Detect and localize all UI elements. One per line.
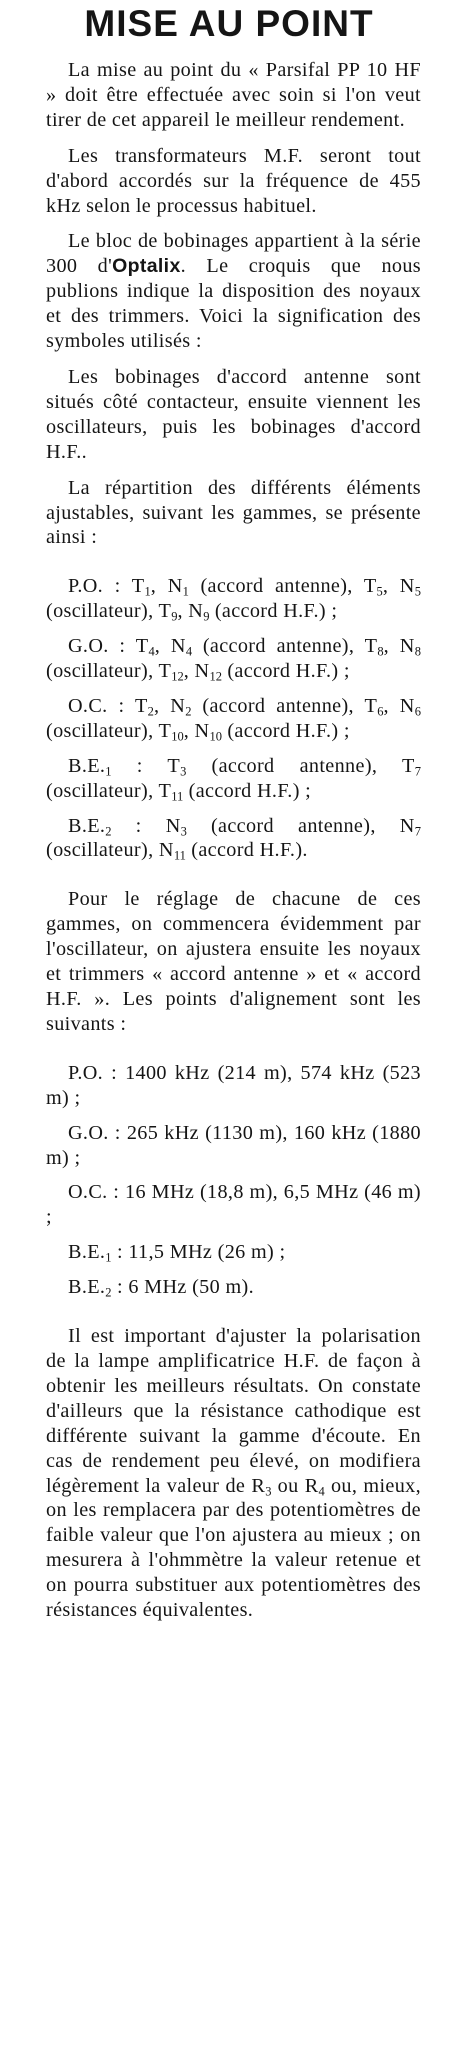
band-entry-oc: O.C. : $T_2$, $N_2$ (accord antenne), $T_6$, $N_6$ (oscillateur), $T_{10}$, $N_{10}$ (accord H.F.) ; (46, 694, 421, 744)
brand-name: Optalix (112, 255, 181, 278)
article-body (46, 58, 421, 1634)
alignment-be1: $B.E._1$ : 11,5 MHz (26 m) ; (68, 1241, 286, 1265)
alignment-po: P.O. : 1400 kHz (214 m), 574 kHz (523 m) ; (46, 1061, 421, 1109)
band-entry-be2: $B.E._2$ : $N_3$ (accord antenne), $N_7$ (oscillateur), $N_{11}$ (accord H.F.). (46, 814, 421, 863)
paragraph-alignment-intro: Pour le réglage de chacune de ces gammes, on commencera évidemment par l'oscillateur, on ajustera ensuite les noyaux et trimmers « accord antenne » et « accord H.F. ». Les points d'alignement sont les suivants : (46, 888, 421, 1035)
band-entry-po: P.O. : $T_1$, $N_1$ (accord antenne), $T_5$, $N_5$ (oscillateur), $T_9$, $N_9$ (accord H.F.) ; (46, 575, 421, 624)
paragraph-distribution: La répartition des différents éléments ajustables, suivant les gammes, se présente ainsi : (46, 476, 421, 549)
paragraph-intro: La mise au point du « Parsifal PP 10 HF » doit être effectuée avec soin si l'on veut tirer de cet appareil le meilleur rendement. (46, 59, 421, 131)
alignment-go: G.O. : 265 kHz (1130 m), 160 kHz (1880 m) ; (46, 1121, 421, 1169)
block-text-end: . Le croquis que nous publions indique la disposition des noyaux et des trimmers. Voici la signification des symboles utilisés : (46, 255, 421, 353)
band-entry-go: G.O. : $T_4$, $N_4$ (accord antenne), $T_8$, $N_8$ (oscillateur), $T_{12}$, $N_{12}$ (accord H.F.) ; (46, 635, 421, 684)
alignment-be2: $B.E._2$ : 6 MHz (50 m). (68, 1276, 254, 1300)
page-title: MISE AU POINT (84, 3, 374, 44)
band-entry-be1: $B.E._1$ : $T_3$ (accord antenne), $T_7$ (oscillateur), $T_{11}$ (accord H.F.) ; (46, 754, 421, 804)
paragraph-block (46, 229, 421, 354)
paragraph-closing: Il est important d'ajuster la polarisation de la lampe amplificatrice H.F. de façon à obtenir les meilleurs résultats. On constate d'ailleurs que la résistance cathodique est différente suivant la gamme d'écoute. En cas de rendement peu élevé, on modifiera légèrement la valeur de $R_3$ ou $R_4$ ou, mieux, on les remplacera par des potentiomètres de faible valeur que l'on ajustera au mieux ; on mesurera à l'ohmmètre la valeur retenue et on pourra substituer aux potentiomètres des résistances équivalentes. (46, 1325, 422, 1622)
paragraph-transformers: Les transformateurs M.F. seront tout d'abord accordés sur la fréquence de 455 kHz selon le processus habituel. (46, 144, 421, 217)
paragraph-coils: Les bobinages d'accord antenne sont situés côté contacteur, ensuite viennent les oscillateurs, puis les bobinages d'accord H.F.. (46, 365, 421, 463)
block-text-start: Le bloc de bobinages appartient à la série 300 d' (46, 230, 421, 278)
alignment-oc: O.C. : 16 MHz (18,8 m), 6,5 MHz (46 m) ; (46, 1181, 421, 1229)
